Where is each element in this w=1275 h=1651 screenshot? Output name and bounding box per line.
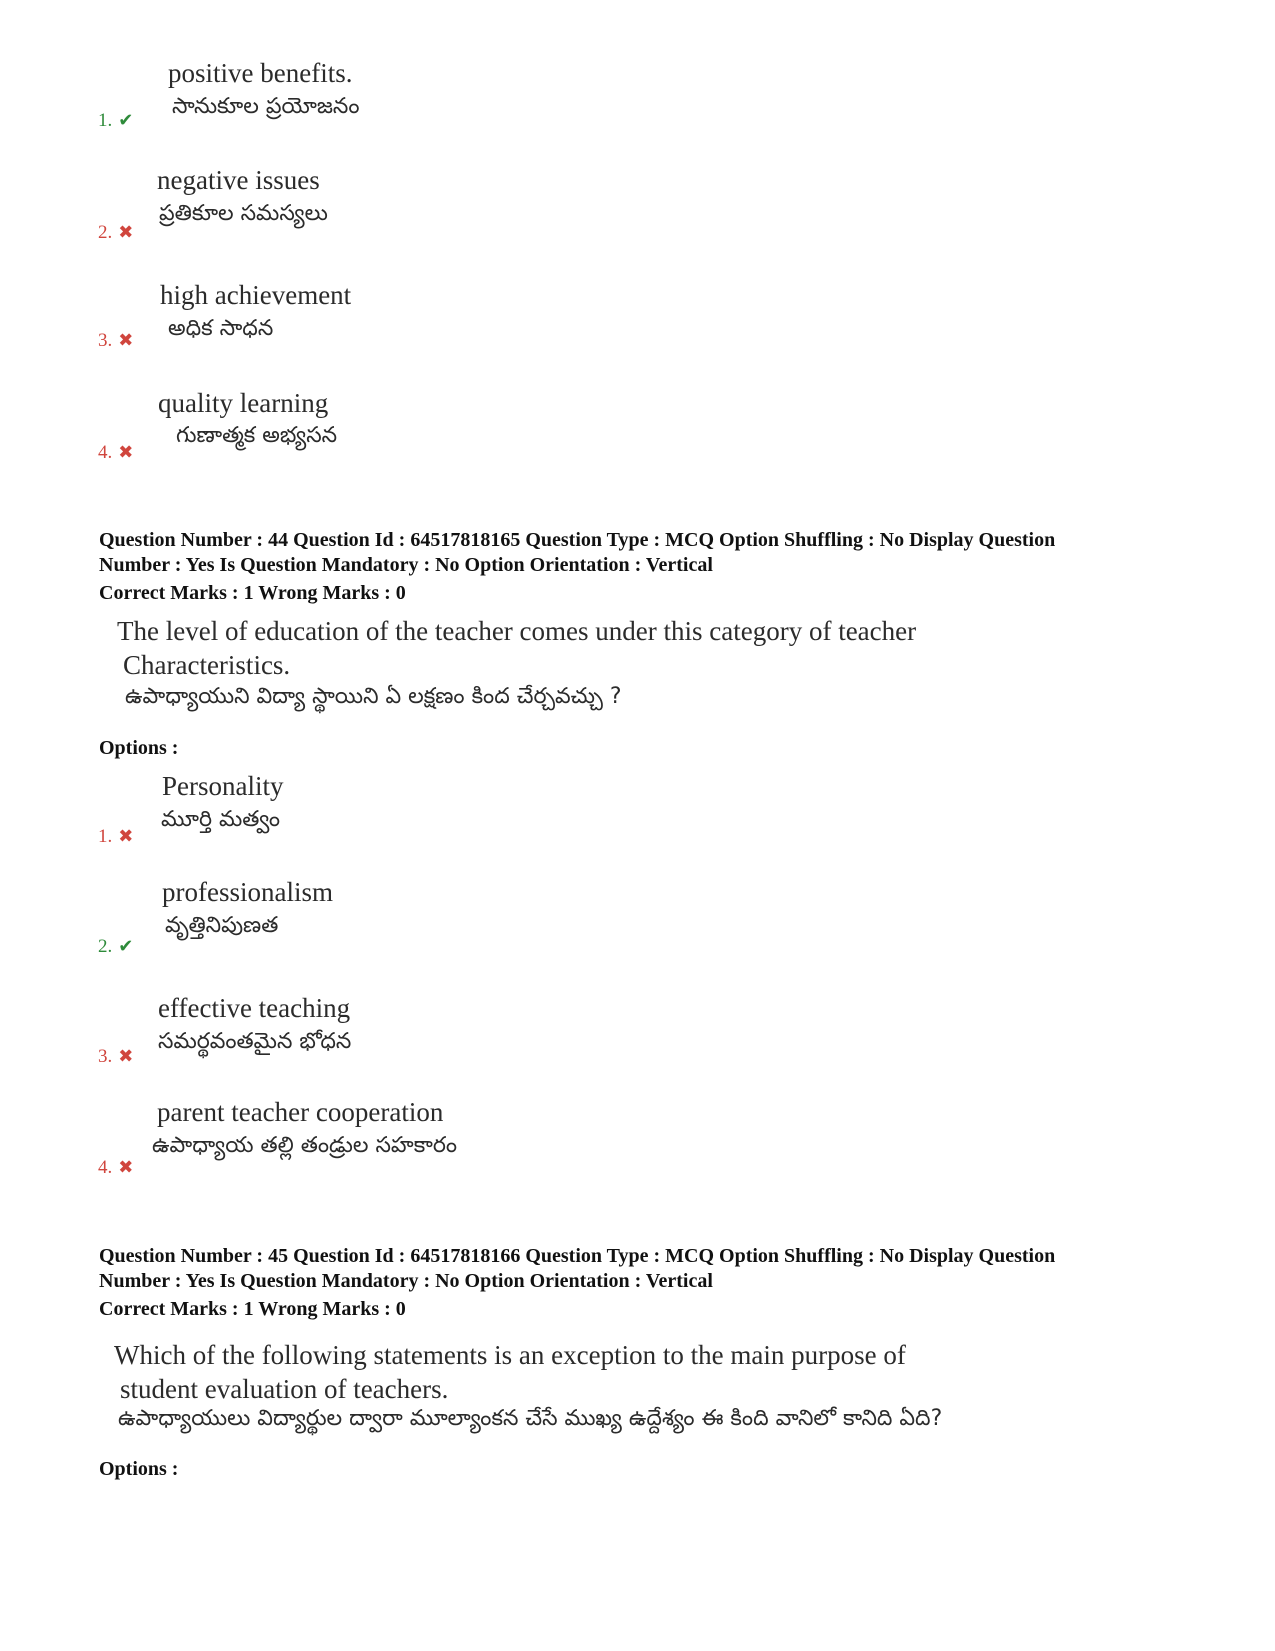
q44-option-3-telugu: సమర్థవంతమైన భోధన [158,1029,352,1054]
q44-option-1-english: Personality [162,771,284,801]
question-44-text-line1: The level of education of the teacher comes under this category of teacher [117,616,917,646]
question-45-options-label: Options : [99,1458,179,1480]
option-2-english: negative issues [157,165,320,195]
cross-icon: ✖ [118,222,134,242]
option-1-telugu: సానుకూల ప్రయోజనం [172,94,360,119]
question-45-text-line1: Which of the following statements is an exception to the main purpose of [114,1340,906,1370]
question-45-marks: Correct Marks : 1 Wrong Marks : 0 [99,1298,406,1320]
q44-option-3-number[interactable]: 3. ✖ [98,1046,134,1067]
q44-option-4-telugu: ఉపాధ్యాయ తల్లి తండ్రుల సహకారం [152,1133,458,1158]
option-4-english: quality learning [158,388,329,418]
question-44-marks: Correct Marks : 1 Wrong Marks : 0 [99,582,406,604]
option-4-number[interactable]: 4. ✖ [98,442,134,463]
cross-icon: ✖ [118,1157,134,1177]
cross-icon: ✖ [118,330,134,350]
q44-option-1-telugu: మూర్తి మత్వం [161,807,281,832]
q44-option-1-number[interactable]: 1. ✖ [98,826,134,847]
option-1-english: positive benefits. [168,58,353,88]
question-44-meta: Question Number : 44 Question Id : 64517818165 Question Type : MCQ Option Shuffling : No Display Question Number : Yes Is Question Mandatory : No Option Orientation : Vertical Correct Marks : 1 Wrong Marks : 0 [99,528,1199,606]
q44-option-2-english: professionalism [162,877,333,907]
q44-option-2-number[interactable]: 2. ✔ [98,936,134,957]
question-44-text-telugu: ఉపాధ్యాయుని విద్యా స్థాయిని ఏ లక్షణం కింద చేర్చవచ్చు ? [125,684,622,709]
option-2-number[interactable]: 2. ✖ [98,222,134,243]
option-3-telugu: అధిక సాధన [168,316,274,341]
question-44-options-label: Options : [99,737,179,759]
question-45-text-telugu: ఉపాధ్యాయులు విద్యార్థుల ద్వారా మూల్యాంకన చేసే ముఖ్య ఉద్దేశ్యం ఈ కింది వానిలో కానిది ఏది? [118,1406,943,1431]
q44-option-3-english: effective teaching [158,993,351,1023]
q44-option-4-english: parent teacher cooperation [157,1097,444,1127]
option-1-number[interactable]: 1. ✔ [98,110,134,131]
question-45-meta: Question Number : 45 Question Id : 64517818166 Question Type : MCQ Option Shuffling : No Display Question Number : Yes Is Question Mandatory : No Option Orientation : Vertical Correct Marks : 1 Wrong Marks : 0 [99,1244,1199,1322]
cross-icon: ✖ [118,442,134,462]
question-44-text-line2: Characteristics. [123,650,291,680]
q44-option-4-number[interactable]: 4. ✖ [98,1157,134,1178]
check-icon: ✔ [118,110,134,130]
cross-icon: ✖ [118,826,134,846]
option-3-english: high achievement [160,280,352,310]
question-45-text-line2: student evaluation of teachers. [120,1374,449,1404]
option-2-telugu: ప్రతికూల సమస్యలు [159,201,328,226]
option-4-telugu: గుణాత్మక అభ్యసన [176,423,338,448]
cross-icon: ✖ [118,1046,134,1066]
check-icon: ✔ [118,936,134,956]
q44-option-2-telugu: వృత్తినిపుణత [165,913,279,938]
option-3-number[interactable]: 3. ✖ [98,330,134,351]
